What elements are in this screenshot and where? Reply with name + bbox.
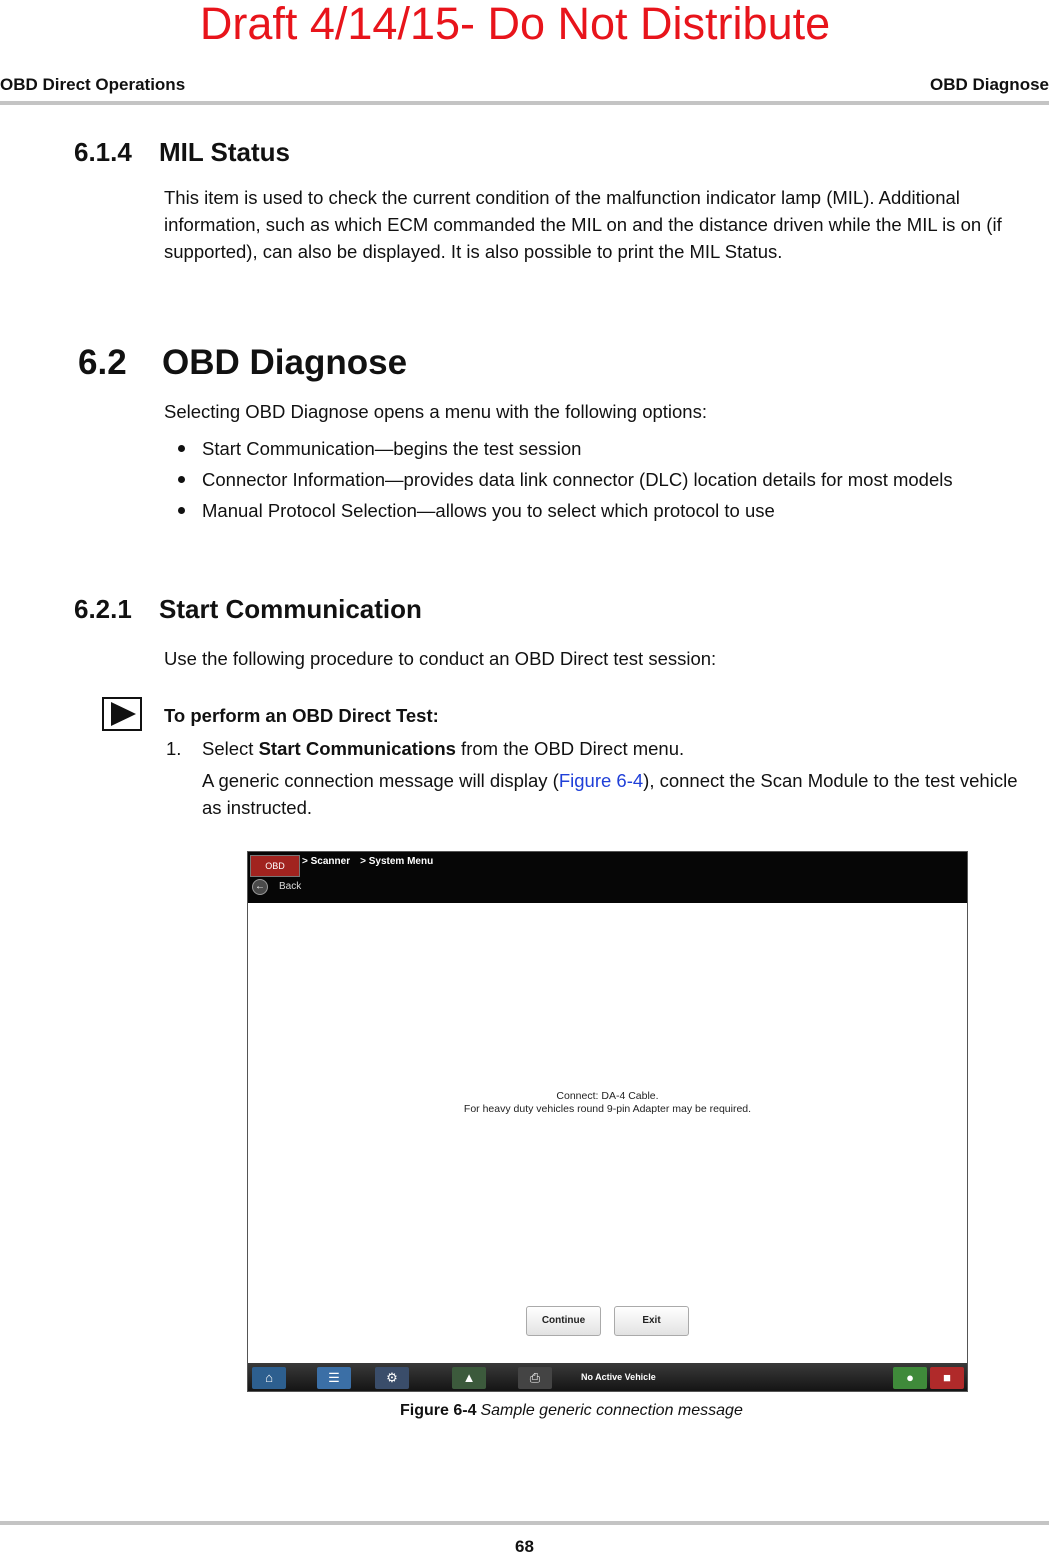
data-icon[interactable]: ▲	[452, 1367, 486, 1389]
heading-number: 6.2.1	[74, 594, 132, 624]
connection-message	[248, 1090, 967, 1116]
screenshot-toolbar	[248, 1363, 967, 1392]
exit-button[interactable]: Exit	[614, 1306, 689, 1336]
note-text: A generic connection message will display (	[202, 770, 559, 791]
heading-title: OBD Diagnose	[162, 343, 408, 382]
breadcrumb-scanner[interactable]: > Scanner	[302, 856, 351, 867]
start-communication-intro: Use the following procedure to conduct an OBD Direct test session:	[164, 648, 717, 669]
mil-status-paragraph: This item is used to check the current condition of the malfunction indicator lamp (MIL). Additional information, such as which ECM commanded the MIL on and the distance driven while the MIL is on (if supported), can also be displayed. It is also possible to print the MIL Status.	[164, 187, 1002, 262]
heading-6-2	[78, 343, 407, 383]
heading-title: Start Communication	[159, 594, 422, 624]
figure-label: Figure 6-4	[400, 1402, 477, 1419]
figure-caption-text: Sample generic connection message	[480, 1402, 743, 1419]
vehicle-icon[interactable]: ●	[893, 1367, 927, 1389]
page-number: 68	[515, 1537, 534, 1556]
print-icon[interactable]: ⎙	[518, 1367, 552, 1389]
tools-icon[interactable]: ⚙	[375, 1367, 409, 1389]
running-header-left: OBD Direct Operations	[0, 75, 186, 94]
breadcrumb	[302, 856, 443, 867]
scanner-screenshot	[247, 851, 968, 1392]
header-rule	[0, 101, 1049, 105]
procedure-step-1	[166, 735, 684, 762]
home-icon[interactable]: ⌂	[252, 1367, 286, 1389]
step-text-prefix: Select	[202, 738, 259, 759]
step-1-note	[202, 767, 1022, 821]
procedure-title: To perform an OBD Direct Test:	[164, 705, 439, 726]
list-item: Manual Protocol Selection—allows you to select which protocol to use	[178, 497, 953, 528]
list-item: Start Communication—begins the test session	[178, 435, 953, 466]
heading-title: MIL Status	[159, 137, 290, 167]
heading-number: 6.2	[78, 343, 127, 382]
list-item: Connector Information—provides data link connector (DLC) location details for most models	[178, 466, 953, 497]
alert-icon[interactable]: ■	[930, 1367, 964, 1389]
draft-watermark: Draft 4/14/15- Do Not Distribute	[199, 0, 831, 49]
figure-caption	[400, 1402, 743, 1420]
continue-button[interactable]: Continue	[526, 1306, 601, 1336]
obd-logo-icon: OBD	[250, 855, 300, 877]
obd-diagnose-intro: Selecting OBD Diagnose opens a menu with the following options:	[164, 401, 707, 422]
options-list	[178, 435, 953, 528]
heading-6-1-4	[74, 137, 290, 168]
back-button[interactable]: Back	[279, 881, 302, 892]
breadcrumb-system-menu[interactable]: > System Menu	[360, 856, 434, 867]
heading-number: 6.1.4	[74, 137, 132, 167]
message-line-1: Connect: DA-4 Cable.	[556, 1090, 659, 1102]
step-number: 1.	[166, 738, 182, 759]
vehicle-status: No Active Vehicle	[581, 1372, 656, 1382]
note-text: ), connect the Scan Module to the test vehicle as instructed.	[202, 770, 1018, 818]
screenshot-title-bar	[248, 852, 967, 903]
step-text-bold: Start Communications	[258, 738, 456, 759]
figure-6-4-link[interactable]: Figure 6-4	[558, 770, 644, 791]
procedure-arrow-icon	[102, 697, 142, 731]
message-line-2: For heavy duty vehicles round 9-pin Adapter may be required.	[463, 1103, 752, 1115]
heading-6-2-1	[74, 594, 422, 625]
step-text-suffix: from the OBD Direct menu.	[455, 738, 685, 759]
footer-rule	[0, 1521, 1049, 1525]
list-icon[interactable]: ☰	[317, 1367, 351, 1389]
back-arrow-icon[interactable]: ←	[252, 879, 268, 895]
running-header-right: OBD Diagnose	[929, 75, 1049, 94]
